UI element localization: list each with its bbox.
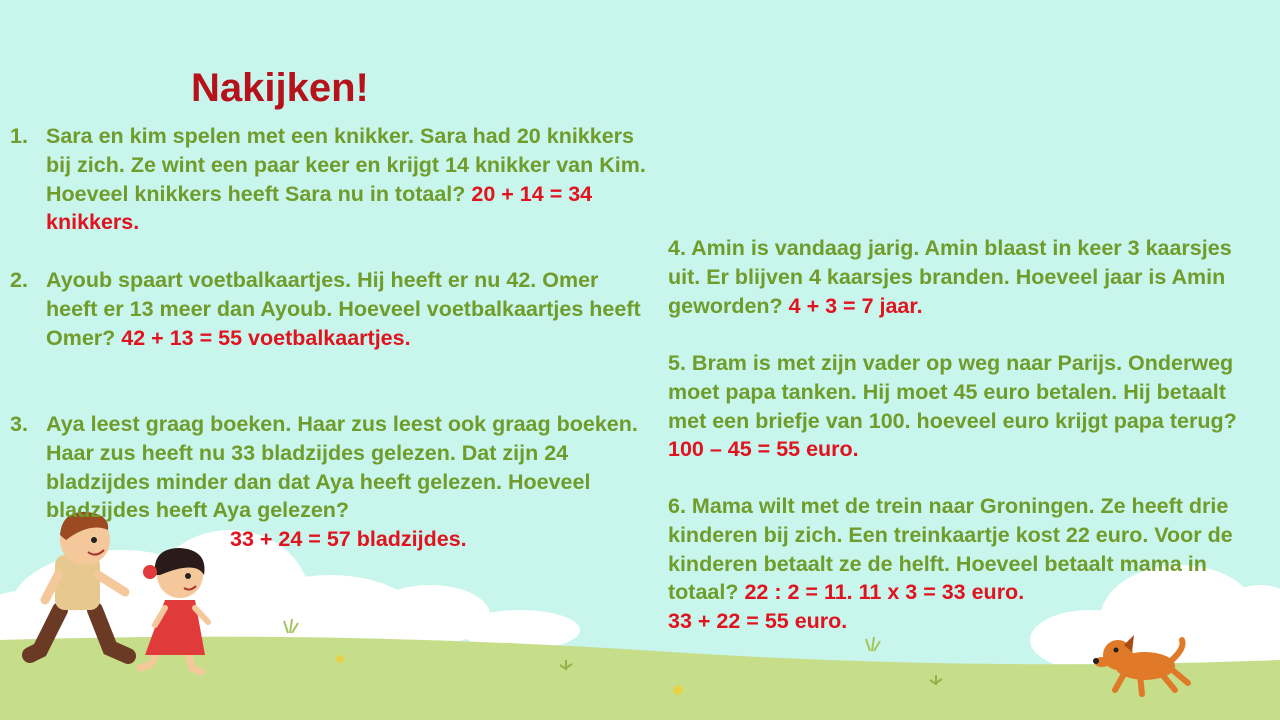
question-number: 1.: [10, 124, 28, 148]
question-text: Sara en kim spelen met een knikker. Sara had 20 knikkers bij zich. Ze wint een paar keer en krijgt 14 knikker van Kim. Hoeveel knikkers heeft Sara nu in totaal?: [46, 124, 646, 206]
question-text: Ayoub spaart voetbalkaartjes. Hij heeft er nu 42. Omer heeft er 13 meer dan Ayoub. Hoeveel voetbalkaartjes heeft Omer?: [46, 268, 641, 350]
question-answer: 4 + 3 = 7 jaar.: [788, 293, 923, 318]
question-5: [668, 349, 1268, 464]
question-text: Aya leest graag boeken. Haar zus leest ook graag boeken. Haar zus heeft nu 33 bladzijdes gelezen. Dat zijn 24 bladzijdes minder dan dat Aya heeft gelezen. Hoeveel bladzijdes heeft Aya gelezen?: [46, 412, 638, 523]
question-answer: 33 + 24 = 57 bladzijdes.: [230, 527, 467, 552]
question-3: [10, 410, 646, 554]
question-answer: 100 – 45 = 55 euro.: [668, 437, 859, 462]
question-number: 5.: [668, 351, 686, 375]
question-4: [668, 234, 1268, 320]
question-2: [10, 266, 646, 352]
page-title: Nakijken!: [191, 66, 369, 110]
question-answer-2: 33 + 22 = 55 euro.: [668, 609, 848, 634]
question-number: 4.: [668, 236, 686, 260]
question-answer: 42 + 13 = 55 voetbalkaartjes.: [121, 325, 411, 350]
question-number: 6.: [668, 494, 686, 518]
question-number: 2.: [10, 268, 28, 292]
question-answer: 20 + 14 = 34 knikkers.: [46, 181, 593, 235]
question-1: [10, 122, 646, 237]
question-text: Amin is vandaag jarig. Amin blaast in keer 3 kaarsjes uit. Er blijven 4 kaarsjes branden. Hoeveel jaar is Amin geworden?: [668, 236, 1232, 318]
question-text: Bram is met zijn vader op weg naar Parijs. Onderweg moet papa tanken. Hij moet 45 euro betalen. Hij betaalt met een briefje van 100. hoeveel euro krijgt papa terug?: [668, 351, 1237, 433]
question-text: Mama wilt met de trein naar Groningen. Ze heeft drie kinderen bij zich. Een treinkaartje kost 22 euro. Voor de kinderen betaalt ze de helft. Hoeveel betaalt mama in totaal?: [668, 494, 1233, 605]
question-6: [668, 492, 1268, 636]
question-answer: 22 : 2 = 11. 11 x 3 = 33 euro.: [744, 580, 1025, 605]
question-number: 3.: [10, 412, 28, 436]
